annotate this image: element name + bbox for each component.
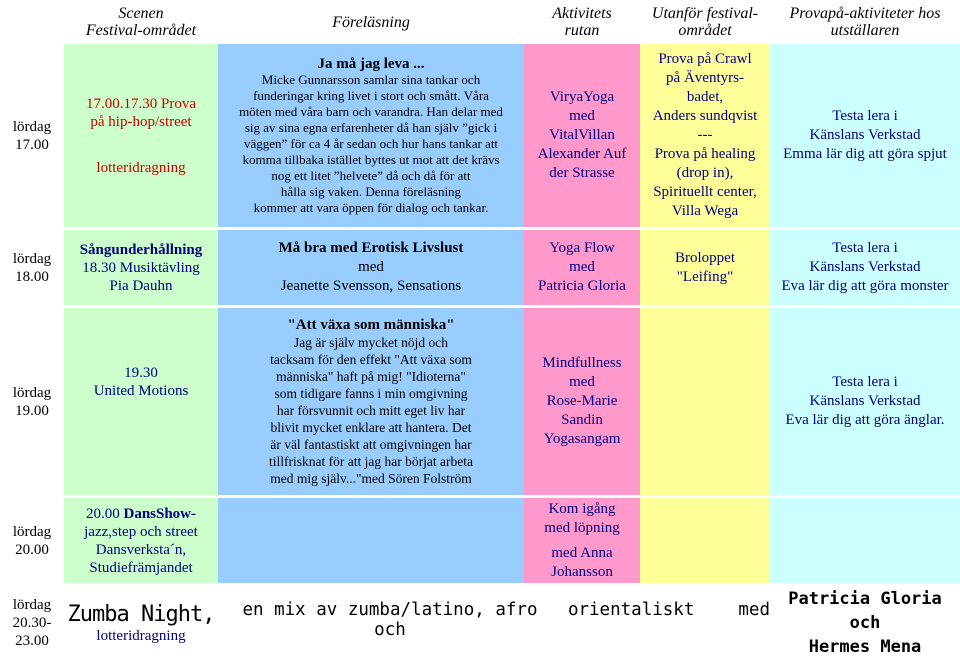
scen-line: Dansverksta´n, [95,541,187,558]
fore-line: sig av sina egna erfarenheter då han själv ”gick i [244,119,498,135]
ut-line: "Leifing" [676,268,734,285]
ut-line: (drop in), [676,165,734,181]
ut-cell-empty [640,498,770,583]
akt-line: VitalVillan [549,127,615,143]
akt-line: Yogasangam [543,431,621,447]
schedule-row-19 [0,308,960,495]
prov-line: Testa lera i [832,108,898,124]
schedule-row-17 [0,44,960,227]
ut-line: badet, [686,89,724,105]
scen-lottery: lotteridragning [96,627,186,644]
fore-title: "Att växa som människa" [287,316,455,333]
header-akt-line2: rutan [564,22,600,39]
scen-cell [64,586,218,660]
akt-cell [524,308,640,495]
day-time: 19.00 [15,402,49,419]
ut-line: Spirituellt center, [653,184,757,200]
day-time: 17.00 [15,136,49,153]
akt-line: med löpning [544,519,620,536]
day-cell [0,44,64,227]
zumba-desc-part: med [738,600,770,620]
day-label: lördag [12,250,52,267]
performer-line: Patricia Gloria och [788,589,942,633]
fore-cell [218,44,524,227]
zumba-description [218,586,770,660]
scen-cell [64,230,218,305]
day-time: 20.00 [15,541,49,558]
scen-time: 20.00 [85,505,120,522]
prov-line: Känslans Verkstad [809,259,921,275]
akt-line: med [569,259,595,275]
ut-line: Anders sundqvist [652,108,758,124]
fore-line: Jag är själv mycket nöjd och [293,334,449,350]
schedule-row-18 [0,230,960,305]
day-label: lördag [12,118,52,135]
day-time-end: 23.00 [15,633,49,649]
day-time-start: 20.30- [12,615,52,631]
akt-cell [524,230,640,305]
prov-line: Testa lera i [832,240,898,256]
akt-line: ViryaYoga [549,89,615,105]
scen-title: Prova [161,95,196,112]
ut-cell [640,230,770,305]
day-label: lördag [12,384,52,401]
fore-line: möten med våra barn och varandra. Han delar med [239,103,503,119]
fore-line: kommer att vara öppen för dialog och tankar. [253,199,489,215]
fore-line: har försvunnit och mitt eget liv har [276,402,466,418]
prov-line: Emma lär dig att göra spjut [783,146,947,162]
scen-line: Studiefrämjandet [89,559,193,576]
prov-cell [770,308,960,495]
fore-line: med [358,259,384,275]
day-cell [0,498,64,583]
zumba-desc-part: orientaliskt [567,600,695,620]
scen-line: jazz,step och street [84,523,198,540]
ut-line: Villa Wega [671,203,739,219]
day-label: lördag [12,597,52,613]
fore-title: Må bra med Erotisk Livslust [278,240,464,256]
scen-subtitle: Musiktävling [119,259,200,276]
fore-line: funderingar kring livet i stort och smått. Våra [253,87,489,103]
fore-line: är väl fantastiskt att omgivningen har [270,436,472,452]
scen-time: 19.30 [124,365,158,381]
ut-line: Prova på healing [654,146,756,162]
prov-line: Eva lär dig att göra monster [781,278,949,294]
akt-cell [524,44,640,227]
fore-cell-empty [218,498,524,583]
ut-cell-empty [640,308,770,495]
header-scen-line1: Scenen [118,5,164,22]
akt-line: der Strasse [549,165,615,181]
ut-line: Prova på Crawl [658,51,752,67]
prov-line: Känslans Verkstad [809,393,921,409]
prov-line: Känslans Verkstad [809,127,921,143]
fore-line: hålla sig vaken. Denna föreläsning [280,183,462,199]
fore-cell [218,308,524,495]
prov-cell-empty [770,498,960,583]
zumba-desc-part: en mix av zumba/latino, afro och [242,600,538,640]
header-aktivitet [524,0,640,44]
scen-title-2: på hip-hop/street [90,113,192,130]
akt-line: Johansson [551,563,613,580]
akt-line: Patricia Gloria [538,278,626,294]
akt-line: med [569,108,595,124]
day-cell [0,308,64,495]
akt-line: Alexander Auf [537,146,627,162]
scen-cell [64,308,218,495]
fore-cell [218,230,524,305]
akt-line: med Anna [551,544,613,561]
ut-line: på Äventyrs- [666,70,744,86]
schedule-row-20 [0,498,960,583]
fore-line: Micke Gunnarsson samlar sina tankar och [261,71,481,87]
akt-line: Yoga Flow [549,240,615,256]
header-prov-line2: utställaren [830,22,900,39]
header-provapa [770,0,960,44]
header-fore-label: Föreläsning [332,13,410,31]
fore-line: tacksam för den effekt "Att växa som [270,351,472,367]
performer-line: Hermes Mena [808,637,922,657]
scen-performer: Pia Dauhn [109,277,173,294]
scen-title: Sångunderhållning [79,241,203,258]
akt-line: med [569,374,595,390]
prov-cell [770,586,960,660]
scen-title: DansShow- [123,505,197,522]
day-time: 18.00 [15,268,49,285]
header-akt-line1: Aktivitets [552,5,612,22]
ut-line: --- [697,127,713,143]
scen-lottery: lotteridragning [96,159,186,176]
ut-cell [640,44,770,227]
scen-time: 17.00.17.30 [86,95,158,112]
day-cell [0,230,64,305]
prov-cell [770,44,960,227]
akt-line: Kom igång [548,500,616,517]
fore-line: som tidigare fanns i min omgivning [274,385,468,401]
header-scen-line2: Festival-området [85,22,197,39]
ut-line: Broloppet [675,249,735,266]
fore-line: människa" haft på mig! "Idioterna" [276,368,466,384]
prov-cell [770,230,960,305]
fore-line: med mig själv..."med Sören Folström [270,470,472,486]
scen-line [82,259,200,277]
scen-time: 18.30 [82,259,116,276]
header-scen [64,0,218,44]
prov-line: Eva lär dig att göra änglar. [785,412,945,428]
header-prov-line1: Provapå-aktiviteter hos [789,5,941,22]
day-label: lördag [12,523,52,540]
scen-cell [64,44,218,227]
fore-line: komma tillbaka istället byttes ut mot att det krävs [242,151,500,167]
akt-cell [524,498,640,583]
header-ut-line1: Utanför festival- [651,5,759,22]
prov-line: Testa lera i [832,374,898,390]
header-utanfor [640,0,770,44]
zumba-title: Zumba Night, [67,601,215,627]
fore-title: Ja må jag leva ... [317,55,425,72]
fore-line: Jeanette Svensson, Sensations [280,278,462,294]
scen-title-line [86,95,196,113]
fore-line: blivit mycket enklare att hantera. Det [270,419,472,435]
schedule-row-zumba [0,586,960,660]
scen-cell [64,498,218,583]
day-cell [0,586,64,660]
fore-line: nog ett litet ”helvete” då och då för att [271,167,471,183]
akt-line: Sandin [561,412,603,428]
scen-title-line [86,505,196,523]
header-ut-line2: området [678,22,732,39]
scen-performer: United Motions [93,383,189,399]
fore-line: väggen” för ca 4 år sedan och hur hans tankar att [243,135,499,151]
akt-line: Mindfullness [542,355,622,371]
fore-line: tillfrisknat för att jag har börjat arbeta [269,453,473,469]
akt-line: Rose-Marie [546,393,618,409]
header-forelasning [218,0,524,44]
